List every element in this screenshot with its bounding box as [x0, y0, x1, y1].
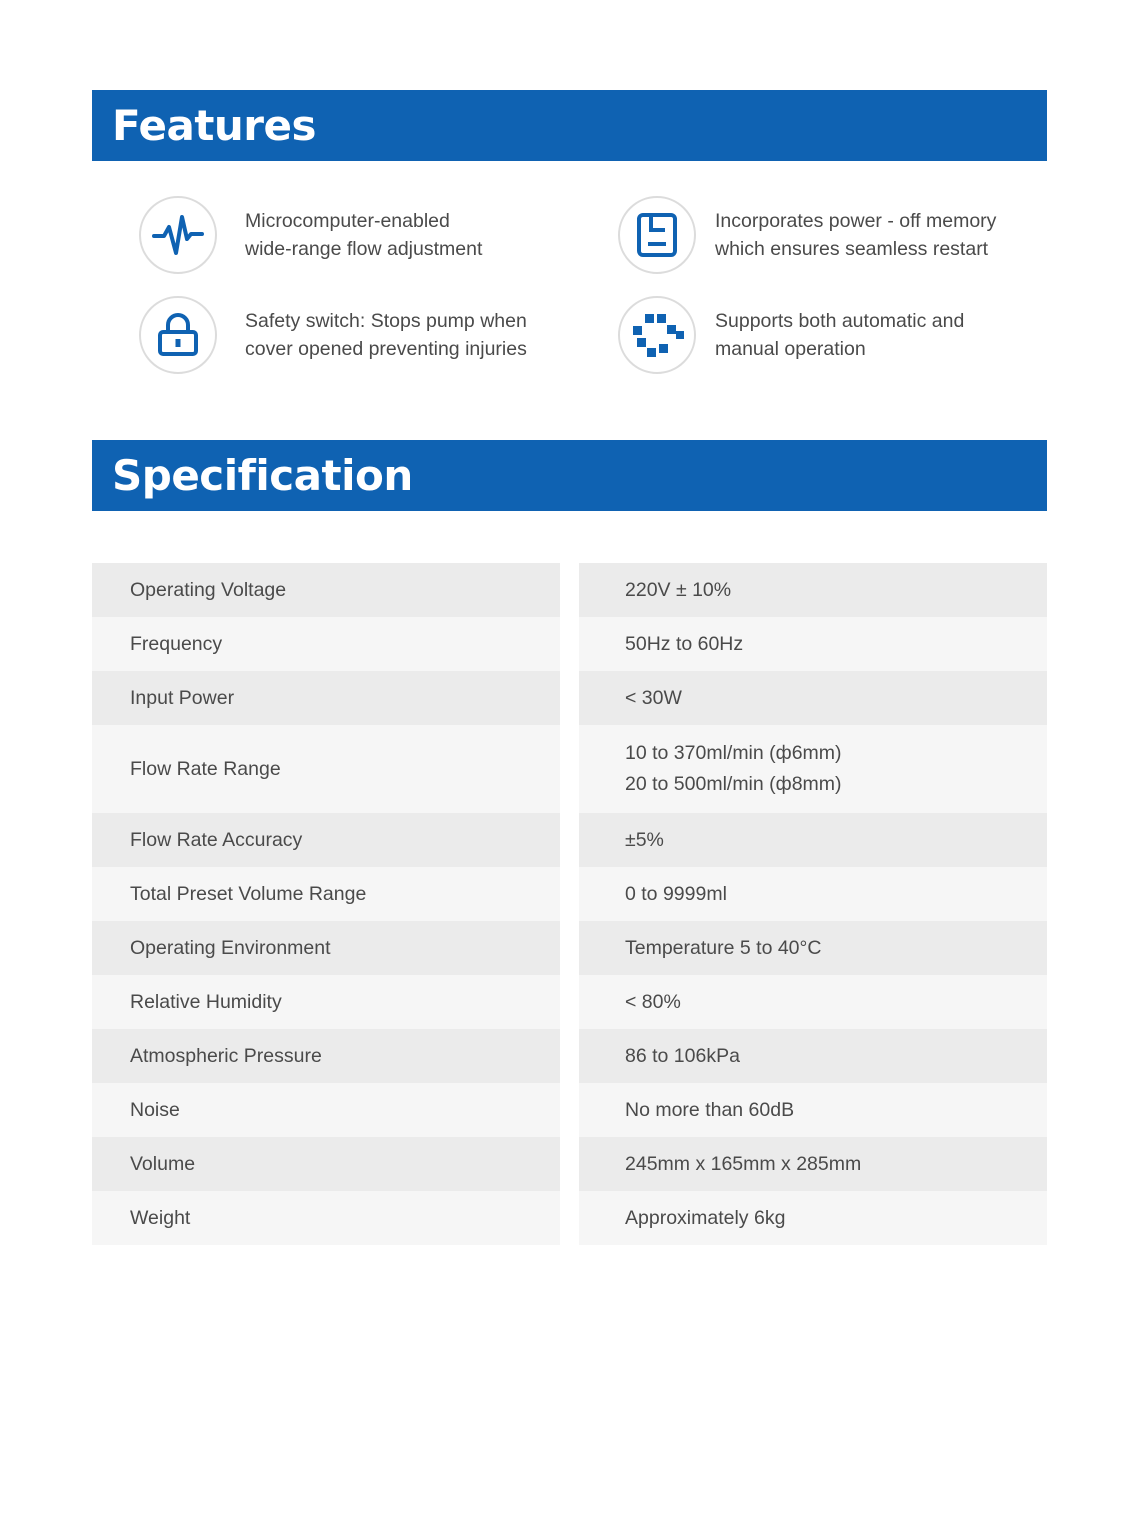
- spec-value-lines: [625, 1149, 861, 1180]
- spec-label: Frequency: [92, 617, 560, 671]
- feature-line: Microcomputer-enabled: [245, 210, 450, 232]
- spec-value-lines: [625, 1095, 794, 1126]
- spec-value: [579, 1137, 1047, 1191]
- pulse-icon: [139, 196, 217, 274]
- spec-label: Noise: [92, 1083, 560, 1137]
- feature-line: Supports both automatic and: [715, 310, 965, 332]
- feature-line: Incorporates power - off memory: [715, 210, 997, 232]
- spec-value-line: 245mm x 165mm x 285mm: [625, 1152, 862, 1175]
- spec-value: [579, 671, 1047, 725]
- spec-value: [579, 1191, 1047, 1245]
- spec-value-lines: [625, 629, 743, 660]
- spec-value-line: < 80%: [625, 990, 681, 1013]
- spec-value: [579, 1029, 1047, 1083]
- lock-icon: [139, 296, 217, 374]
- spec-value: [579, 975, 1047, 1029]
- spec-value-line: Temperature 5 to 40°C: [625, 936, 822, 959]
- spec-value-lines: [625, 933, 821, 964]
- spec-value-lines: [625, 1041, 740, 1072]
- spec-value-line: < 30W: [625, 686, 682, 709]
- spec-label: Input Power: [92, 671, 560, 725]
- spec-label: Atmospheric Pressure: [92, 1029, 560, 1083]
- spec-values-column: [579, 563, 1047, 1245]
- spec-value-line: ±5%: [625, 828, 664, 851]
- feature-line: wide-range flow adjustment: [245, 238, 483, 260]
- feature-item: [618, 296, 964, 374]
- spec-value-line: Approximately 6kg: [625, 1206, 786, 1229]
- spec-label: Flow Rate Accuracy: [92, 813, 560, 867]
- feature-line: cover opened preventing injuries: [245, 338, 527, 360]
- spec-value: [579, 813, 1047, 867]
- features-heading: Features: [92, 90, 1047, 161]
- spec-value-line: 86 to 106kPa: [625, 1044, 740, 1067]
- spec-labels-column: [92, 563, 560, 1245]
- spec-value-lines: [625, 825, 664, 856]
- spec-label: Weight: [92, 1191, 560, 1245]
- feature-text: [245, 307, 527, 363]
- feature-item: [618, 196, 996, 274]
- spec-label: Operating Environment: [92, 921, 560, 975]
- save-icon: [618, 196, 696, 274]
- spec-value: [579, 867, 1047, 921]
- spec-value: [579, 1083, 1047, 1137]
- spec-value-lines: [625, 683, 682, 714]
- specification-heading: Specification: [92, 440, 1047, 511]
- spec-value: [579, 563, 1047, 617]
- spec-value-line: 10 to 370ml/min (ф6mm): [625, 742, 842, 764]
- feature-item: [139, 296, 527, 374]
- spec-value-line: 0 to 9999ml: [625, 882, 727, 905]
- spec-value: [579, 921, 1047, 975]
- feature-line: manual operation: [715, 338, 866, 360]
- spec-value-lines: [625, 575, 731, 606]
- spec-value-line: 20 to 500ml/min (ф8mm): [625, 773, 842, 795]
- spec-value: [579, 617, 1047, 671]
- feature-line: Safety switch: Stops pump when: [245, 310, 527, 332]
- feature-line: which ensures seamless restart: [715, 238, 989, 260]
- spec-value: [579, 725, 1047, 813]
- spec-label: Operating Voltage: [92, 563, 560, 617]
- gear-icon: [618, 296, 696, 374]
- feature-text: [715, 307, 964, 363]
- spec-label: Flow Rate Range: [92, 725, 560, 813]
- spec-value-line: 220V ± 10%: [625, 578, 732, 601]
- spec-label: Volume: [92, 1137, 560, 1191]
- feature-text: [245, 207, 482, 263]
- spec-value-lines: [625, 879, 727, 910]
- feature-text: [715, 207, 996, 263]
- feature-item: [139, 196, 482, 274]
- spec-value-lines: [625, 1203, 785, 1234]
- spec-label: Total Preset Volume Range: [92, 867, 560, 921]
- spec-value-lines: [625, 987, 681, 1018]
- spec-value-line: 50Hz to 60Hz: [625, 632, 744, 655]
- spec-value-line: No more than 60dB: [625, 1098, 795, 1121]
- spec-value-lines: [625, 738, 842, 800]
- spec-label: Relative Humidity: [92, 975, 560, 1029]
